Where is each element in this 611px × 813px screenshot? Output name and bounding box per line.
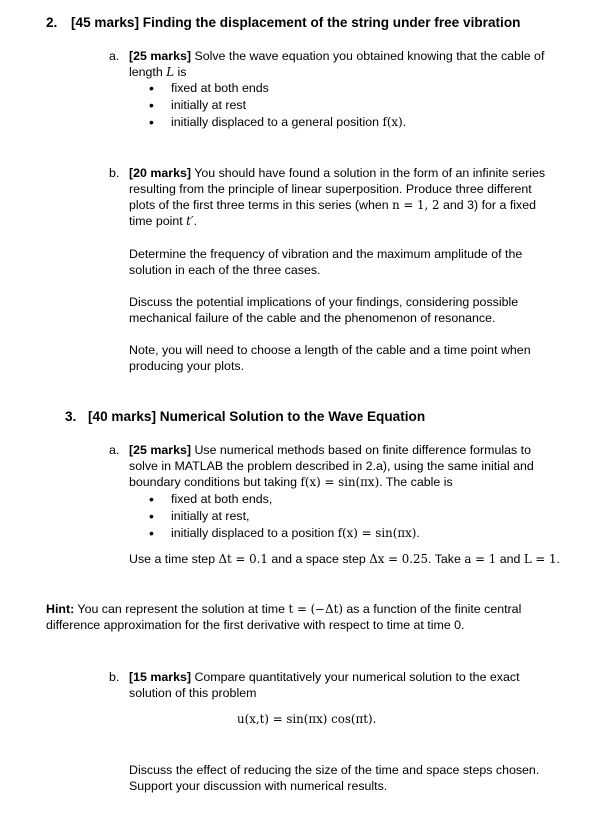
q3a-line3: boundary conditions but taking (129, 475, 301, 489)
q3a-text (129, 442, 569, 490)
q2b-p1-line1: You should have found a solution in the form of an infinite series (191, 166, 546, 180)
q2a-bullet-2 (171, 97, 406, 114)
q3a-bullet-3 (171, 525, 420, 542)
q2a-bullet-1-text: fixed at both ends (171, 81, 269, 95)
q2b-p1-line4: time point (129, 214, 187, 228)
q3a-step-text-3: . Take (428, 552, 465, 566)
q3a-marks: [25 marks] (129, 443, 191, 457)
q3a-step-text-5: . (556, 552, 560, 566)
q3-hint (46, 601, 576, 633)
q3b-line1: Compare quantitatively your numerical solution to the exact (191, 670, 520, 684)
q2b-paragraph-1 (129, 165, 569, 229)
q3a-bullet-1 (171, 491, 420, 508)
q3a-label: a. (109, 443, 120, 457)
q3a-bullet-3-end: . (416, 526, 420, 540)
q2a-bullet-3-math: f(x) (382, 115, 403, 129)
q2a-line1: Solve the wave equation you obtained knowing that the cable of (191, 49, 545, 63)
q3b-marks: [15 marks] (129, 670, 191, 684)
q2a-line2-end: is (174, 65, 187, 79)
q3b-label: b. (109, 670, 120, 684)
q3a-bullets (171, 491, 420, 542)
q2b-p1-line4-end: . (193, 214, 198, 228)
q3a-step-text-2: and a space step (267, 552, 370, 566)
q3a-bullet-3-math: f(x) = sin(πx) (337, 526, 417, 540)
q2a-bullet-3 (171, 114, 406, 131)
q3a-a-value: a = 1 (464, 552, 497, 566)
q2a-bullet-3-end: . (402, 115, 407, 129)
q3b-line2: solution of this problem (129, 686, 257, 700)
q2a-bullet-3-text: initially displaced to a general position (171, 115, 383, 129)
hint-line1: You can represent the solution at time (74, 602, 289, 616)
q2b-paragraph-2 (129, 246, 569, 278)
q3b-discussion (129, 762, 599, 794)
q2b-p1-line3: plots of the first three terms in this series (when (129, 198, 393, 212)
q3a-space-step: Δx = 0.25 (369, 552, 429, 566)
q2b-p3-line2: mechanical failure of the cable and the phenomenon of resonance. (129, 311, 496, 325)
q3a-step-text-4: and (496, 552, 524, 566)
q2a-bullet-1 (171, 80, 406, 97)
q3a-bullet-2-text: initially at rest, (171, 509, 250, 523)
q2a-label: a. (109, 49, 120, 63)
hint-line2: difference approximation for the first derivative with respect to time at time 0. (46, 618, 465, 632)
q2b-paragraph-3 (129, 294, 569, 326)
q3a-line3-end: . The cable is (379, 475, 453, 489)
q2b-p3-line1: Discuss the potential implications of your findings, considering possible (129, 295, 519, 309)
q3a-bullet-1-text: fixed at both ends, (171, 492, 273, 506)
q3-heading: [40 marks] Numerical Solution to the Wave Equation (88, 409, 426, 424)
q3a-line1: Use numerical methods based on finite difference formulas to (191, 443, 532, 457)
q3a-line3-math: f(x) = sin(πx) (300, 475, 380, 489)
q2b-marks: [20 marks] (129, 166, 191, 180)
hint-label: Hint: (46, 602, 75, 616)
q3b-discussion-line1: Discuss the effect of reducing the size of the time and space steps chosen. (129, 763, 540, 777)
q3a-step-text-1: Use a time step (129, 552, 219, 566)
q2a-line2: length (129, 65, 167, 79)
q3b-exact-solution-equation: u(x,t) = sin(πx) cos(πt). (237, 712, 377, 726)
q3a-bullet-2 (171, 508, 420, 525)
q2-heading: [45 marks] Finding the displacement of the string under free vibration (71, 15, 521, 30)
q2b-p1-line2: resulting from the principle of linear superposition. Produce three different (129, 182, 532, 196)
hint-math: t = (−Δt) (288, 602, 343, 616)
q3a-step-sentence (129, 551, 560, 567)
q2b-p2-line1: Determine the frequency of vibration and the maximum amplitude of the (129, 247, 523, 261)
hint-line1-end: as a function of the finite central (342, 602, 522, 616)
q2a-bullets (171, 80, 406, 131)
q3b-text (129, 669, 569, 701)
q3a-L-value: L = 1 (523, 552, 557, 566)
q2b-p1-math-t: t′ (186, 214, 194, 228)
q2-number: 2. (46, 15, 58, 30)
q2b-p4-line2: producing your plots. (129, 359, 245, 373)
q3a-bullet-3-text: initially displaced to a position (171, 526, 338, 540)
q3a-line2: solve in MATLAB the problem described in 2.a), using the same initial and (129, 459, 534, 473)
q3-number: 3. (65, 409, 77, 424)
q2b-label: b. (109, 166, 120, 180)
q2b-p2-line2: solution in each of the three cases. (129, 263, 321, 277)
q3a-time-step: Δt = 0.1 (218, 552, 268, 566)
q2a-L: L (166, 65, 175, 79)
q2a-marks: [25 marks] (129, 49, 191, 63)
q2a-bullet-2-text: initially at rest (171, 98, 247, 112)
q2b-p1-line3-end: and 3) for a fixed (439, 198, 536, 212)
q2b-p1-math-n: n = 1, 2 (392, 198, 440, 212)
q3b-discussion-line2: Support your discussion with numerical results. (129, 779, 388, 793)
q2b-paragraph-4 (129, 342, 569, 374)
q2a-text (129, 48, 569, 80)
q2b-p4-line1: Note, you will need to choose a length of the cable and a time point when (129, 343, 531, 357)
